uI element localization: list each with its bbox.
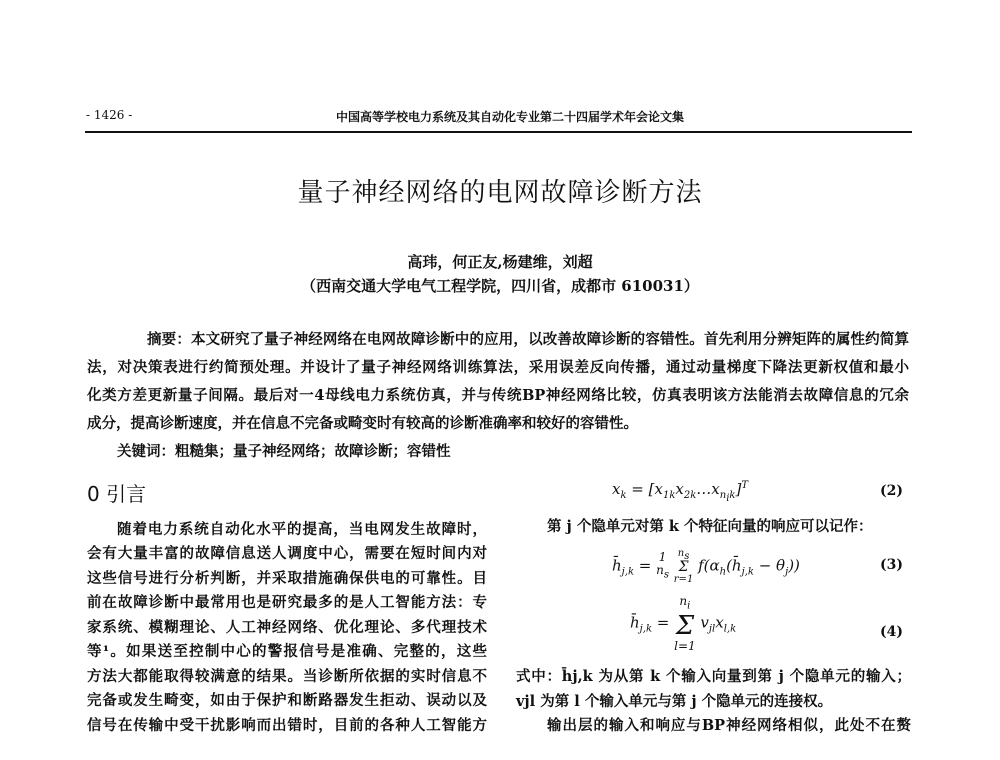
body-line: 前在故障诊断中最常用也是研究最多的是人工智能方法：专 — [87, 594, 487, 611]
body-line: 家系统、模糊理论、人工神经网络、优化理论、多代理技术 — [87, 619, 487, 636]
equation-2: $x_k$ = $[x_{1k}x_{2k}\dots x_{n_ik}]^T$ — [612, 480, 748, 504]
keywords: 关键词：粗糙集；量子神经网络；故障诊断；容错性 — [117, 443, 451, 460]
body-line: 方法大都能取得较满意的结果。当诊断所依据的实时信息不 — [87, 668, 487, 685]
body-line: 输出层的输入和响应与BP神经网络相似，此处不在赘 — [547, 717, 911, 734]
affiliation: （西南交通大学电气工程学院，四川省，成都市 610031） — [301, 277, 699, 295]
body-line: 等¹。如果送至控制中心的警报信号是准确、完整的，这些 — [87, 643, 487, 660]
equation-number: (2) — [880, 483, 903, 499]
abstract-line: 摘要：本文研究了量子神经网络在电网故障诊断中的应用，以改善故障诊断的容错性。首先利用分辨矩阵的属性约简算 — [147, 331, 909, 348]
authors: 高玮，何正友,杨建维，刘超 — [407, 253, 593, 271]
body-line: 随着电力系统自动化水平的提高，当电网发生故障时， — [117, 521, 487, 538]
section-heading: 0 引言 — [87, 482, 147, 506]
equation-4: $h̄_{j,k} = n_i$ Σ l=1 $v_{jl}x_{l,k}$ — [630, 594, 737, 654]
paper-title: 量子神经网络的电网故障诊断方法 — [297, 178, 703, 208]
body-line: 式中：h̄j,k 为从第 k 个输入向量到第 j 个隐单元的输入； — [516, 668, 911, 685]
body-line: 信号在传输中受干扰影响而出错时，目前的各种人工智能方 — [87, 717, 487, 734]
page-number: - 1426 - — [86, 108, 133, 122]
equation-number: (4) — [880, 624, 903, 640]
body-line: 完备或发生畸变，如由于保护和断路器发生拒动、误动以及 — [87, 692, 487, 709]
abstract-line: 化类方差更新量子间隔。最后对一4母线电力系统仿真，并与传统BP神经网络比较，仿真表明该方法能消去故障信息的冗余 — [87, 387, 909, 404]
equation-3: $h̄_{j,k} = 1$ $n_s$ $n_s$ Σ r=1 $f(\alpha_h(h̄_{j,k} - \theta_j))$ — [612, 548, 800, 585]
body-line: vjl 为第 l 个输入单元与第 j 个隐单元的连接权。 — [516, 693, 833, 710]
running-header: 中国高等学校电力系统及其自动化专业第二十四届学术年会论文集 — [335, 110, 684, 124]
body-line: 这些信号进行分析判断，并采取措施确保供电的可靠性。目 — [87, 570, 487, 587]
abstract-line: 成分，提高诊断速度，并在信息不完备或畸变时有较高的诊断准确率和较好的容错性。 — [87, 415, 638, 432]
body-line: 会有大量丰富的故障信息送人调度中心，需要在短时间内对 — [87, 545, 487, 562]
abstract-line: 法，对决策表进行约简预处理。并设计了量子神经网络训练算法，采用误差反向传播，通过动量梯度下降法更新权值和最小 — [87, 359, 909, 376]
body-line: 第 j 个隐单元对第 k 个特征向量的响应可以记作： — [547, 518, 873, 535]
header-rule — [85, 131, 912, 133]
equation-number: (3) — [880, 557, 903, 573]
